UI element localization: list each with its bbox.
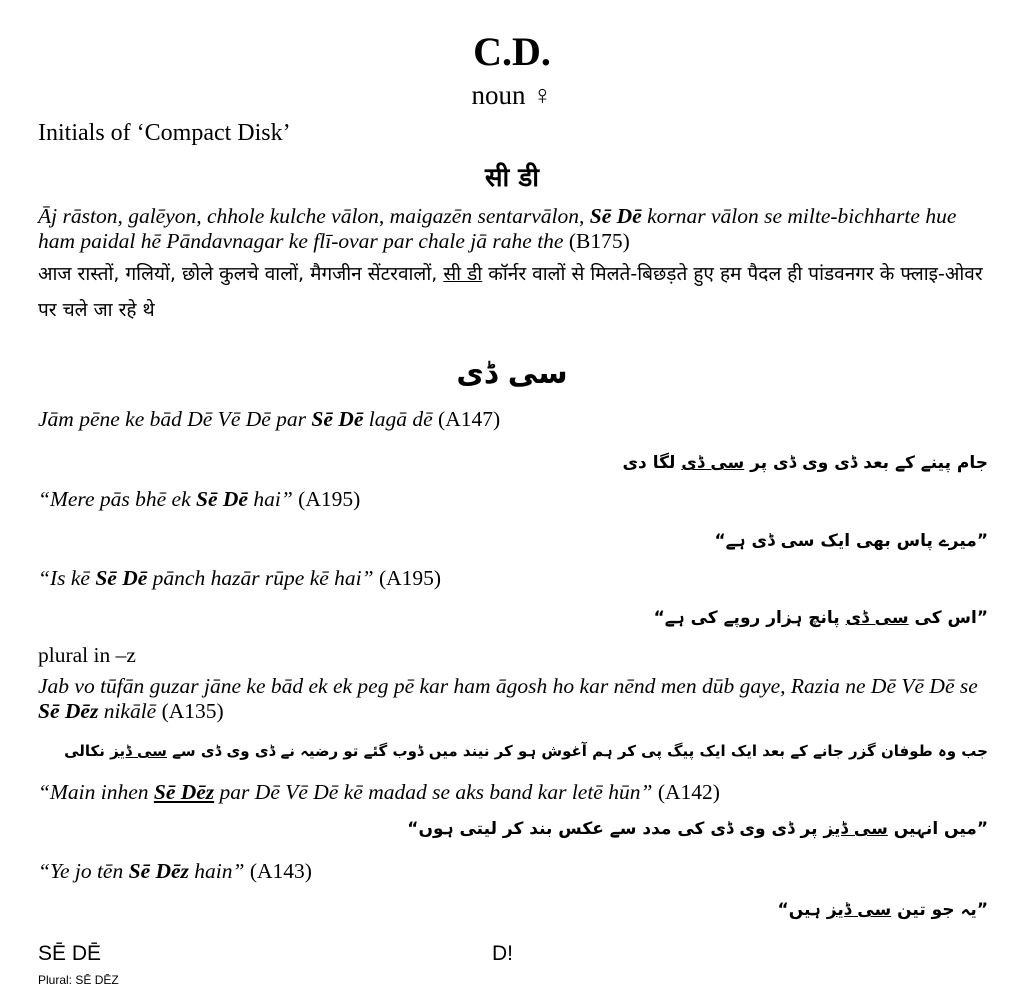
example-3-transliteration: “Mere pās bhē ek Sē Dē hai” (A195) xyxy=(38,487,361,511)
example-4-transliteration: “Is kē Sē Dē pānch hazār rūpe kē hai” (A195) xyxy=(38,566,442,590)
example-5-urdu: جب وہ طوفان گزر جانے کے بعد ایک ایک پیگ پی کر ہم آغوش ہو کر نیند میں ڈوب گئے تو رضیہ نے ڈی وی ڈی سے سی ڈیز نکالی xyxy=(64,742,988,760)
example-5-transliteration: Jab vo tūfān guzar jāne ke bād ek ek peg pē kar ham āgosh ho kar nēnd men dūb gaye, Razia ne Dē Vē Dē se Sē Dēz nikālē (A135) xyxy=(38,674,978,723)
example-7-urdu: ”یہ جو تین سی ڈیز ہیں“ xyxy=(777,900,988,920)
example-1-transliteration: Āj rāston, galēyon, chhole kulche vālon, maigazēn sentarvālon, Sē Dē kornar vālon se milte-bichharte hue ham paidal hē Pāndavnagar ke flī-ovar par chale jā rahe the (B175) xyxy=(38,204,957,253)
hindi-heading: सी डी xyxy=(484,163,539,193)
example-4-urdu: ”اس کی سی ڈی پانچ ہزار روپے کی ہے“ xyxy=(653,608,988,628)
example-2-transliteration: Jām pēne ke bād Dē Vē Dē par Sē Dē lagā dē (A147) xyxy=(38,407,501,431)
pronunciation: SĒ DĒ xyxy=(38,942,102,965)
example-6-urdu: ”میں انہیں سی ڈیز پر ڈی وی ڈی کی مدد سے عکس بند کر لیتی ہوں“ xyxy=(407,819,988,839)
example-6-transliteration: “Main inhen Sē Dēz par Dē Vē Dē kē madad se aks band kar letē hūn” (A142) xyxy=(38,780,720,804)
example-3-urdu: ”میرے پاس بھی ایک سی ڈی ہے“ xyxy=(714,531,988,551)
plural-form: Plural: SĒ DĒZ xyxy=(38,973,119,987)
urdu-heading: سی ڈی xyxy=(456,356,568,391)
example-1-hindi: आज रास्तों, गलियों, छोले कुलचे वालों, मैगजीन सेंटरवालों, सी डी कॉर्नर वालों से मिलते-बिछड़ते हुए हम पैदल ही पांडवनगर के फ्लाइ-ओवर पर चले जा रहे थे xyxy=(38,263,983,321)
part-of-speech: noun ♀ xyxy=(471,80,553,110)
gender-code: D! xyxy=(492,942,513,965)
example-7-transliteration: “Ye jo tēn Sē Dēz hain” (A143) xyxy=(38,859,312,883)
definition: Initials of ‘Compact Disk’ xyxy=(38,120,291,146)
plural-note: plural in –z xyxy=(38,643,136,667)
example-2-urdu: جام پینے کے بعد ڈی وی ڈی پر سی ڈی لگا دی xyxy=(622,453,988,473)
headword: C.D. xyxy=(473,29,551,74)
